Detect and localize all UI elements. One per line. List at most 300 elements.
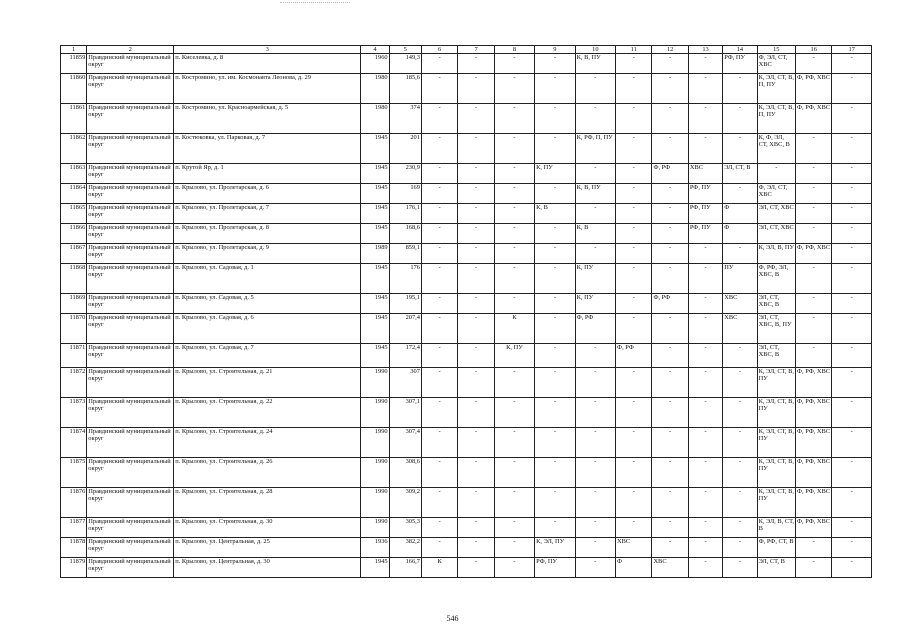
cell-address: п. Крылово, ул. Строительная, д. 22 <box>174 398 361 428</box>
cell-col-15: К, ЭЛ, СТ, В, П, ПУ <box>757 104 795 134</box>
cell-col-12: Ф, РФ <box>652 294 688 314</box>
cell-address: п. Крылово, ул. Центральная, д. 25 <box>174 538 361 558</box>
cell-col-8: - <box>494 134 534 164</box>
cell-col-11: - <box>616 488 652 518</box>
column-number-11: 11 <box>616 46 652 54</box>
column-number-8: 8 <box>494 46 534 54</box>
cell-municipality: Правдинский муниципальный округ <box>87 344 174 368</box>
cell-col-8: - <box>494 104 534 134</box>
page-number: 546 <box>446 614 459 623</box>
cell-col-12: - <box>652 344 688 368</box>
cell-record-number: 11877 <box>61 518 87 538</box>
table-row <box>61 74 872 104</box>
cell-col-9: - <box>535 74 575 104</box>
column-number-7: 7 <box>458 46 494 54</box>
cell-col-11: - <box>616 518 652 538</box>
cell-col-10: - <box>575 368 615 398</box>
table-row <box>61 164 872 184</box>
column-number-9: 9 <box>535 46 575 54</box>
table-row <box>61 264 872 294</box>
cell-address: п. Крылово, ул. Садовая, д. 1 <box>174 264 361 294</box>
cell-col-11: - <box>616 74 652 104</box>
cell-col-16: - <box>796 54 832 74</box>
table-row <box>61 538 872 558</box>
cell-year-built: 1960 <box>361 54 389 74</box>
cell-col-6: - <box>421 398 457 428</box>
cell-record-number: 11875 <box>61 458 87 488</box>
cell-address: п. Крылово, ул. Центральная, д. 30 <box>174 558 361 578</box>
cell-col-7: - <box>458 244 494 264</box>
cell-col-16: Ф, РФ, ХВС <box>796 428 832 458</box>
table-row <box>61 488 872 518</box>
cell-col-10: К, В <box>575 224 615 244</box>
cell-municipality: Правдинский муниципальный округ <box>87 74 174 104</box>
cell-col-11: - <box>616 54 652 74</box>
cell-col-6: - <box>421 204 457 224</box>
cell-col-7: - <box>458 184 494 204</box>
cell-col-8: - <box>494 54 534 74</box>
cell-col-11: Ф, РФ <box>616 344 652 368</box>
cell-col-13: РФ, ПУ <box>688 224 722 244</box>
cell-col-17: - <box>832 294 872 314</box>
cell-col-13: - <box>688 54 722 74</box>
cell-col-11: ХВС <box>616 538 652 558</box>
cell-record-number: 11869 <box>61 294 87 314</box>
cell-col-12: - <box>652 398 688 428</box>
cell-year-built: 1945 <box>361 224 389 244</box>
cell-col-9: К, В <box>535 204 575 224</box>
cell-col-17: - <box>832 458 872 488</box>
cell-area: 185,6 <box>389 74 421 104</box>
cell-record-number: 11873 <box>61 398 87 428</box>
cell-col-6: К <box>421 558 457 578</box>
cell-col-14: - <box>723 344 757 368</box>
cell-year-built: 1945 <box>361 184 389 204</box>
cell-col-12: - <box>652 134 688 164</box>
cell-col-7: - <box>458 74 494 104</box>
cell-col-17: - <box>832 164 872 184</box>
table-row <box>61 428 872 458</box>
cell-col-16: - <box>796 224 832 244</box>
cell-year-built: 1945 <box>361 558 389 578</box>
table-row <box>61 244 872 264</box>
cell-col-9: РФ, ПУ <box>535 558 575 578</box>
cell-municipality: Правдинский муниципальный округ <box>87 538 174 558</box>
cell-municipality: Правдинский муниципальный округ <box>87 398 174 428</box>
cell-municipality: Правдинский муниципальный округ <box>87 428 174 458</box>
cell-col-7: - <box>458 164 494 184</box>
cell-col-12: - <box>652 184 688 204</box>
table-row <box>61 224 872 244</box>
cell-col-14: Ф <box>723 224 757 244</box>
cell-col-9: - <box>535 134 575 164</box>
cell-col-6: - <box>421 134 457 164</box>
cell-col-9: - <box>535 314 575 344</box>
cell-col-8: - <box>494 224 534 244</box>
cell-col-14: ПУ <box>723 264 757 294</box>
housing-registry-table <box>60 45 872 578</box>
cell-record-number: 11864 <box>61 184 87 204</box>
cell-col-11: - <box>616 104 652 134</box>
cell-record-number: 11861 <box>61 104 87 134</box>
cell-col-8: - <box>494 398 534 428</box>
cell-record-number: 11863 <box>61 164 87 184</box>
cell-col-11: - <box>616 184 652 204</box>
cell-col-15: К, ЭЛ, В, ПУ <box>757 244 795 264</box>
cell-col-11: - <box>616 204 652 224</box>
scan-artifact <box>280 2 350 4</box>
cell-col-13: - <box>688 518 722 538</box>
cell-col-17: - <box>832 264 872 294</box>
cell-col-13: - <box>688 244 722 264</box>
cell-year-built: 1945 <box>361 344 389 368</box>
cell-col-16: - <box>796 184 832 204</box>
cell-col-9: - <box>535 518 575 538</box>
cell-col-17: - <box>832 398 872 428</box>
cell-col-8: К, ПУ <box>494 344 534 368</box>
cell-col-17: - <box>832 344 872 368</box>
cell-col-16: - <box>796 134 832 164</box>
cell-area: 169 <box>389 184 421 204</box>
cell-year-built: 1945 <box>361 314 389 344</box>
cell-col-9: - <box>535 488 575 518</box>
cell-col-10: - <box>575 538 615 558</box>
cell-municipality: Правдинский муниципальный округ <box>87 558 174 578</box>
cell-record-number: 11879 <box>61 558 87 578</box>
cell-col-16: Ф, РФ, ХВС <box>796 104 832 134</box>
cell-col-11: Ф <box>616 558 652 578</box>
cell-municipality: Правдинский муниципальный округ <box>87 244 174 264</box>
cell-col-6: - <box>421 184 457 204</box>
cell-year-built: 1980 <box>361 104 389 134</box>
cell-municipality: Правдинский муниципальный округ <box>87 54 174 74</box>
cell-col-15: К, ЭЛ, СТ, В, ПУ <box>757 458 795 488</box>
cell-col-15: К, ЭЛ, СТ, В, ПУ <box>757 398 795 428</box>
cell-municipality: Правдинский муниципальный округ <box>87 314 174 344</box>
cell-col-13: ХВС <box>688 164 722 184</box>
cell-area: 172,4 <box>389 344 421 368</box>
cell-address: п. Костромино, ул. Красноармейская, д. 5 <box>174 104 361 134</box>
cell-year-built: 1990 <box>361 488 389 518</box>
cell-col-8: - <box>494 74 534 104</box>
cell-col-13: - <box>688 104 722 134</box>
cell-col-17: - <box>832 104 872 134</box>
cell-col-6: - <box>421 244 457 264</box>
cell-col-12: - <box>652 264 688 294</box>
cell-col-6: - <box>421 518 457 538</box>
column-number-16: 16 <box>796 46 832 54</box>
cell-col-7: - <box>458 134 494 164</box>
cell-col-16: Ф, РФ, ХВС <box>796 74 832 104</box>
cell-col-12: - <box>652 428 688 458</box>
cell-col-12: - <box>652 74 688 104</box>
cell-col-10: - <box>575 518 615 538</box>
cell-col-11: - <box>616 368 652 398</box>
cell-col-6: - <box>421 224 457 244</box>
cell-col-15: К, ЭЛ, СТ, В, ПУ <box>757 488 795 518</box>
cell-col-11: - <box>616 294 652 314</box>
cell-col-16: - <box>796 204 832 224</box>
table-row <box>61 294 872 314</box>
table-row <box>61 518 872 538</box>
cell-area: 166,7 <box>389 558 421 578</box>
table-row <box>61 134 872 164</box>
cell-col-12: - <box>652 458 688 488</box>
cell-col-16: - <box>796 344 832 368</box>
table-body <box>61 54 872 578</box>
cell-area: 149,3 <box>389 54 421 74</box>
cell-area: 195,1 <box>389 294 421 314</box>
cell-col-7: - <box>458 538 494 558</box>
cell-year-built: 1945 <box>361 164 389 184</box>
cell-col-6: - <box>421 164 457 184</box>
cell-col-12: Ф, РФ <box>652 164 688 184</box>
cell-col-17: - <box>832 134 872 164</box>
table-row <box>61 344 872 368</box>
cell-area: 168,6 <box>389 224 421 244</box>
cell-col-17: - <box>832 314 872 344</box>
table-row <box>61 184 872 204</box>
cell-col-13: - <box>688 398 722 428</box>
cell-col-14: - <box>723 244 757 264</box>
cell-col-7: - <box>458 428 494 458</box>
cell-col-6: - <box>421 428 457 458</box>
column-number-1: 1 <box>61 46 87 54</box>
cell-record-number: 11868 <box>61 264 87 294</box>
cell-col-7: - <box>458 558 494 578</box>
cell-area: 382,2 <box>389 538 421 558</box>
cell-record-number: 11860 <box>61 74 87 104</box>
table-row <box>61 458 872 488</box>
cell-municipality: Правдинский муниципальный округ <box>87 184 174 204</box>
cell-area: 307 <box>389 368 421 398</box>
cell-col-12: - <box>652 538 688 558</box>
cell-col-9: - <box>535 458 575 488</box>
cell-year-built: 1945 <box>361 294 389 314</box>
cell-col-16: - <box>796 558 832 578</box>
cell-col-10: К, ПУ <box>575 264 615 294</box>
cell-col-14: ХВС <box>723 314 757 344</box>
cell-col-13: РФ, ПУ <box>688 204 722 224</box>
cell-col-15: К, ЭЛ, СТ, В, ПУ <box>757 368 795 398</box>
cell-col-16: Ф, РФ, ХВС <box>796 518 832 538</box>
cell-col-7: - <box>458 294 494 314</box>
cell-col-17: - <box>832 74 872 104</box>
cell-col-13: - <box>688 314 722 344</box>
cell-col-11: - <box>616 264 652 294</box>
cell-col-14: - <box>723 74 757 104</box>
cell-col-15: Ф, ЭЛ, СТ, ХВС <box>757 54 795 74</box>
cell-area: 176 <box>389 264 421 294</box>
cell-address: п. Крылово, ул. Садовая, д. 7 <box>174 344 361 368</box>
cell-col-10: - <box>575 428 615 458</box>
cell-col-8: - <box>494 488 534 518</box>
cell-year-built: 1980 <box>361 74 389 104</box>
cell-address: п. Крутой Яр, д. 1 <box>174 164 361 184</box>
cell-address: п. Крылово, ул. Пролетарская, д. 7 <box>174 204 361 224</box>
cell-col-8: - <box>494 518 534 538</box>
cell-area: 309,2 <box>389 488 421 518</box>
cell-col-17: - <box>832 488 872 518</box>
cell-col-8: - <box>494 538 534 558</box>
cell-col-8: - <box>494 244 534 264</box>
cell-col-7: - <box>458 204 494 224</box>
cell-address: п. Крылово, ул. Строительная, д. 21 <box>174 368 361 398</box>
cell-record-number: 11874 <box>61 428 87 458</box>
cell-col-8: - <box>494 204 534 224</box>
cell-col-14: - <box>723 518 757 538</box>
cell-address: п. Киселевка, д. 8 <box>174 54 361 74</box>
cell-col-9: К, ЭЛ, ПУ <box>535 538 575 558</box>
column-number-2: 2 <box>87 46 174 54</box>
cell-col-10: - <box>575 488 615 518</box>
cell-col-14: ХВС <box>723 294 757 314</box>
cell-col-6: - <box>421 294 457 314</box>
column-number-3: 3 <box>174 46 361 54</box>
cell-col-6: - <box>421 538 457 558</box>
cell-col-16: - <box>796 164 832 184</box>
cell-address: п. Крылово, ул. Садовая, д. 6 <box>174 314 361 344</box>
cell-municipality: Правдинский муниципальный округ <box>87 488 174 518</box>
cell-col-13: - <box>688 368 722 398</box>
table-row <box>61 558 872 578</box>
cell-record-number: 11867 <box>61 244 87 264</box>
cell-record-number: 11872 <box>61 368 87 398</box>
cell-col-14: - <box>723 104 757 134</box>
cell-area: 230,9 <box>389 164 421 184</box>
cell-col-7: - <box>458 344 494 368</box>
cell-col-13: - <box>688 428 722 458</box>
cell-col-17: - <box>832 538 872 558</box>
cell-col-13: - <box>688 538 722 558</box>
cell-col-15: ЭЛ, СТ, ХВС, В, ПУ <box>757 314 795 344</box>
cell-col-17: - <box>832 184 872 204</box>
cell-col-17: - <box>832 224 872 244</box>
cell-area: 307,4 <box>389 428 421 458</box>
cell-col-16: Ф, РФ, ХВС <box>796 488 832 518</box>
cell-year-built: 1945 <box>361 204 389 224</box>
cell-municipality: Правдинский муниципальный округ <box>87 518 174 538</box>
cell-col-6: - <box>421 344 457 368</box>
cell-col-17: - <box>832 204 872 224</box>
cell-col-14: - <box>723 134 757 164</box>
cell-col-16: Ф, РФ, ХВС <box>796 368 832 398</box>
cell-col-13: РФ, ПУ <box>688 184 722 204</box>
cell-address: п. Крылово, ул. Пролетарская, д. 8 <box>174 224 361 244</box>
cell-address: п. Крылово, ул. Строительная, д. 26 <box>174 458 361 488</box>
cell-col-13: - <box>688 74 722 104</box>
cell-col-8: - <box>494 458 534 488</box>
cell-col-10: - <box>575 558 615 578</box>
cell-area: 308,6 <box>389 458 421 488</box>
cell-col-10: - <box>575 398 615 428</box>
cell-col-11: - <box>616 314 652 344</box>
column-number-4: 4 <box>361 46 389 54</box>
column-number-17: 17 <box>832 46 872 54</box>
cell-area: 201 <box>389 134 421 164</box>
cell-col-15: ЭЛ, СТ, ХВС, В <box>757 294 795 314</box>
cell-year-built: 1990 <box>361 458 389 488</box>
cell-year-built: 1990 <box>361 428 389 458</box>
cell-col-15: К, ЭЛ, В, СТ, В <box>757 518 795 538</box>
cell-col-10: - <box>575 74 615 104</box>
cell-col-12: - <box>652 518 688 538</box>
cell-col-14: - <box>723 488 757 518</box>
cell-col-12: - <box>652 244 688 264</box>
cell-col-7: - <box>458 264 494 294</box>
cell-col-9: - <box>535 224 575 244</box>
cell-col-8: - <box>494 294 534 314</box>
cell-col-17: - <box>832 244 872 264</box>
cell-col-16: Ф, РФ, ХВС <box>796 458 832 488</box>
cell-municipality: Правдинский муниципальный округ <box>87 458 174 488</box>
cell-col-9: - <box>535 244 575 264</box>
cell-col-13: - <box>688 264 722 294</box>
cell-col-16: - <box>796 314 832 344</box>
cell-col-13: - <box>688 458 722 488</box>
cell-col-12: - <box>652 204 688 224</box>
cell-col-15: ЭЛ, СТ, ХВС <box>757 204 795 224</box>
cell-col-14: РФ, ПУ <box>723 54 757 74</box>
cell-col-9: - <box>535 264 575 294</box>
cell-col-9: - <box>535 104 575 134</box>
column-number-15: 15 <box>757 46 795 54</box>
cell-col-10: - <box>575 244 615 264</box>
cell-col-12: ХВС <box>652 558 688 578</box>
cell-col-17: - <box>832 558 872 578</box>
cell-col-13: - <box>688 134 722 164</box>
cell-col-9: - <box>535 294 575 314</box>
cell-record-number: 11865 <box>61 204 87 224</box>
table-row <box>61 398 872 428</box>
cell-col-6: - <box>421 54 457 74</box>
cell-col-15: - <box>757 164 795 184</box>
cell-col-11: - <box>616 134 652 164</box>
table-row <box>61 104 872 134</box>
cell-col-16: - <box>796 294 832 314</box>
cell-col-10: К, В, ПУ <box>575 54 615 74</box>
cell-area: 859,1 <box>389 244 421 264</box>
cell-address: п. Крылово, ул. Строительная, д. 24 <box>174 428 361 458</box>
cell-col-11: - <box>616 244 652 264</box>
cell-address: п. Крылово, ул. Строительная, д. 28 <box>174 488 361 518</box>
cell-col-12: - <box>652 314 688 344</box>
column-number-5: 5 <box>389 46 421 54</box>
cell-col-8: - <box>494 184 534 204</box>
cell-year-built: 1990 <box>361 368 389 398</box>
cell-col-13: - <box>688 558 722 578</box>
cell-col-15: Ф, РФ, СТ, В <box>757 538 795 558</box>
cell-record-number: 11876 <box>61 488 87 518</box>
table-row <box>61 54 872 74</box>
column-number-12: 12 <box>652 46 688 54</box>
cell-col-15: ЭЛ, СТ, ХВС, В <box>757 344 795 368</box>
cell-area: 176,1 <box>389 204 421 224</box>
cell-municipality: Правдинский муниципальный округ <box>87 224 174 244</box>
cell-municipality: Правдинский муниципальный округ <box>87 294 174 314</box>
cell-col-11: - <box>616 428 652 458</box>
cell-area: 307,1 <box>389 398 421 428</box>
column-number-6: 6 <box>421 46 457 54</box>
cell-municipality: Правдинский муниципальный округ <box>87 368 174 398</box>
cell-year-built: 1989 <box>361 244 389 264</box>
cell-col-9: - <box>535 54 575 74</box>
cell-col-11: - <box>616 458 652 488</box>
cell-col-8: К <box>494 314 534 344</box>
cell-col-9: - <box>535 184 575 204</box>
cell-col-14: - <box>723 368 757 398</box>
cell-col-12: - <box>652 488 688 518</box>
